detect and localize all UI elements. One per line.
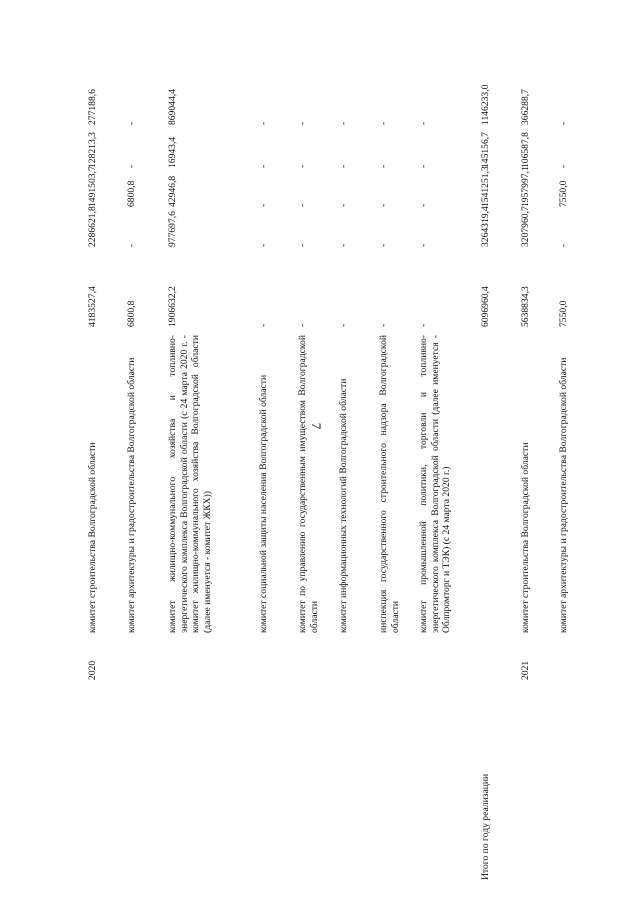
regional-value: 42946,8 [167,175,178,207]
local-value: - [126,164,137,168]
total-value: - [338,323,349,327]
extrabudget-value: 869044,4 [167,89,178,125]
extrabudget-value: 366288,7 [520,89,531,125]
extrabudget-value: - [258,121,269,125]
total-value: 6096960,4 [480,286,491,327]
total-value: - [297,323,308,327]
regional-value: - [338,203,349,207]
federal-value: - [297,243,308,247]
federal-value: - [378,243,389,247]
total-value: 6800,8 [126,300,137,327]
local-value: 16943,4 [167,136,178,168]
executor-cell: инспекция государственного строительного надзора Волгоградской области [378,335,401,633]
executor-cell: комитет архитектуры и градостроительства Волгоградской области [126,357,137,633]
year-cell: 2020 [87,660,98,680]
executor-cell: комитет информационных технологий Волгоградской области [338,378,349,633]
federal-value: - [338,243,349,247]
federal-value: 3264319,4 [480,206,491,247]
extrabudget-value: - [558,121,569,125]
federal-value: - [418,243,429,247]
extrabudget-value: 1146233,0 [480,84,491,125]
local-value: - [297,164,308,168]
regional-value: 1541251,3 [480,166,491,207]
local-value: - [338,164,349,168]
local-value: - [418,164,429,168]
federal-value: - [258,243,269,247]
extrabudget-value: - [418,121,429,125]
regional-value: - [378,203,389,207]
total-value: 7550,0 [558,300,569,327]
total-value: - [378,323,389,327]
federal-value: 977697,6 [167,211,178,247]
local-value: - [258,164,269,168]
executor-cell: комитет строительства Волгоградской области [87,442,98,633]
federal-value: 2286621,8 [87,206,98,247]
local-value: - [378,164,389,168]
regional-value: 1957997,1 [520,166,531,207]
regional-value: - [258,203,269,207]
regional-value: 1491503,7 [87,166,98,207]
executor-cell: комитет жилищно-коммунального хозяйства и топливно-энергетического комплекса Волгоградской области (с 24 марта 2020 г. - комитет жилищно-коммунального хозяйства Волгоградской области (далее именуется - комитет ЖКХ)) [167,335,213,633]
year-cell: 2021 [520,660,531,680]
executor-cell: комитет социальной защиты населения Волгоградской области [258,374,269,633]
total-value: 1906632,2 [167,286,178,327]
extrabudget-value: - [126,121,137,125]
regional-value: 7550,0 [558,180,569,207]
total-value: - [258,323,269,327]
local-value: 145156,7 [480,132,491,168]
local-value: - [558,164,569,168]
year-total-label: Итого по году реализации [480,773,491,880]
regional-value: - [418,203,429,207]
total-value: 4183527,4 [87,286,98,327]
executor-cell: комитет строительства Волгоградской области [520,442,531,633]
regional-value: - [297,203,308,207]
extrabudget-value: - [297,121,308,125]
extrabudget-value: - [338,121,349,125]
regional-value: 6800,8 [126,180,137,207]
executor-cell: комитет по управлению государственным имуществом Волгоградской области [297,335,320,633]
federal-value: 3207960,7 [520,206,531,247]
local-value: 128213,3 [87,132,98,168]
federal-value: - [558,243,569,247]
total-value: - [418,323,429,327]
local-value: 106587,8 [520,132,531,168]
extrabudget-value: 277188,6 [87,89,98,125]
total-value: 5638834,3 [520,286,531,327]
page-number: 7 [309,422,324,430]
executor-cell: комитет архитектуры и градостроительства Волгоградской области [558,357,569,633]
extrabudget-value: - [378,121,389,125]
executor-cell: комитет промышленной политики, торговли и топливно-энергетического комплекса Волгоградской области (далее именуется - Облпромторг и ТЭК) (с 24 марта 2020 г.) [418,335,453,633]
federal-value: - [126,243,137,247]
